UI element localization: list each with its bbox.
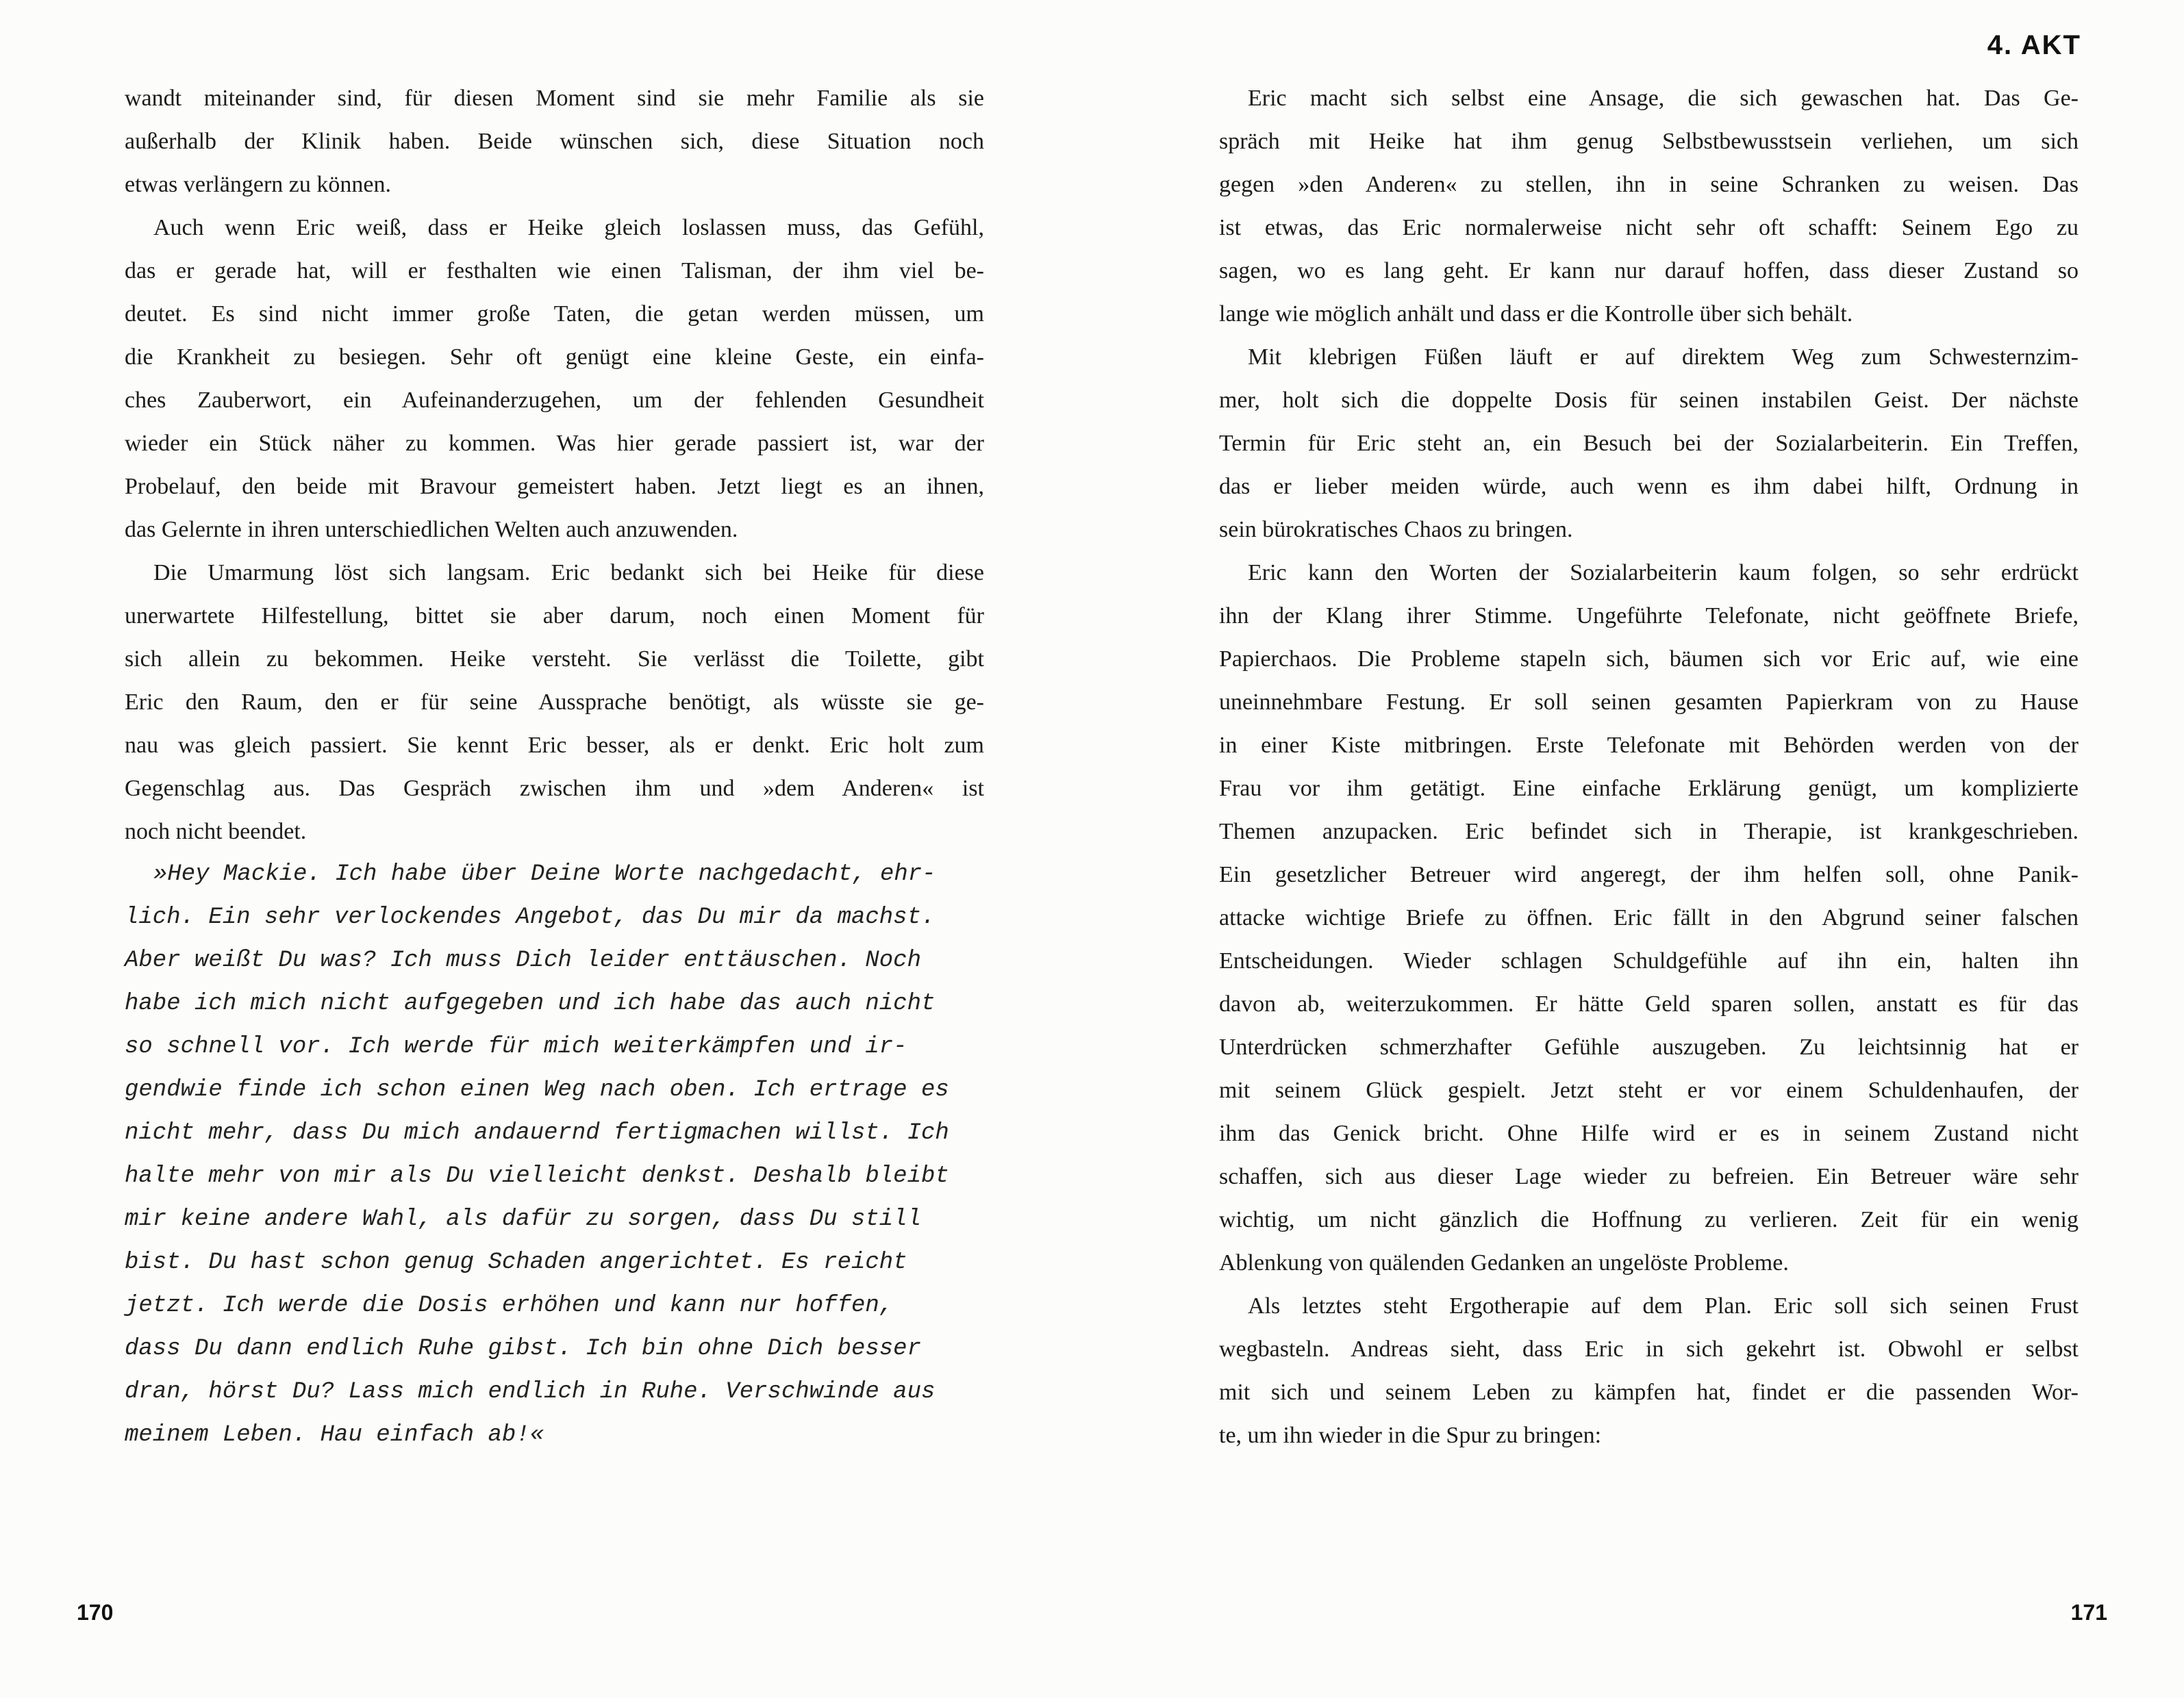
text-line: Gegenschlag aus. Das Gespräch zwischen ihm und »dem Anderen« ist [125, 776, 984, 801]
text-line: Termin für Eric steht an, ein Besuch bei der Sozialarbeiterin. Ein Treffen, [1219, 431, 2079, 456]
text-line: Auch wenn Eric weiß, dass er Heike gleich loslassen muss, das Gefühl, [153, 215, 984, 240]
text-line: so schnell vor. Ich werde für mich weiterkämpfen und ir- [125, 1034, 907, 1060]
text-line: ihn der Klang ihrer Stimme. Ungeführte Telefonate, nicht geöffnete Briefe, [1219, 603, 2079, 629]
text-line: die Krankheit zu besiegen. Sehr oft genügt eine kleine Geste, ein einfa- [125, 344, 984, 370]
text-line: ches Zauberwort, ein Aufeinanderzugehen, um der fehlenden Gesundheit [125, 388, 984, 413]
text-line: Ein gesetzlicher Betreuer wird angeregt, der ihm helfen soll, ohne Panik- [1219, 862, 2079, 887]
text-line: davon ab, weiterzukommen. Er hätte Geld sparen sollen, anstatt es für das [1219, 991, 2079, 1017]
text-line: gendwie finde ich schon einen Weg nach oben. Ich ertrage es [125, 1077, 949, 1103]
text-line: etwas verlängern zu können. [125, 172, 391, 197]
body-paragraph [1219, 1284, 2079, 1457]
text-line: bist. Du hast schon genug Schaden angerichtet. Es reicht [125, 1250, 907, 1276]
text-line: dass Du dann endlich Ruhe gibst. Ich bin ohne Dich besser [125, 1336, 921, 1362]
text-line: Ablenkung von quälenden Gedanken an ungelöste Probleme. [1219, 1250, 1789, 1276]
text-line: noch nicht beendet. [125, 819, 307, 844]
text-line: das er lieber meiden würde, auch wenn es ihm dabei hilft, Ordnung in [1219, 474, 2079, 499]
text-line: Aber weißt Du was? Ich muss Dich leider enttäuschen. Noch [125, 948, 921, 974]
text-line: außerhalb der Klinik haben. Beide wünschen sich, diese Situation noch [125, 129, 984, 154]
text-line: unerwartete Hilfestellung, bittet sie aber darum, noch einen Moment für [125, 603, 984, 629]
text-line: jetzt. Ich werde die Dosis erhöhen und kann nur hoffen, [125, 1293, 894, 1319]
text-line: Probelauf, den beide mit Bravour gemeistert haben. Jetzt liegt es an ihnen, [125, 474, 984, 499]
text-line: das er gerade hat, will er festhalten wie einen Talisman, der ihm viel be- [125, 258, 984, 283]
text-line: wandt miteinander sind, für diesen Moment sind sie mehr Familie als sie [125, 86, 984, 111]
text-line: gegen »den Anderen« zu stellen, ihn in seine Schranken zu weisen. Das [1219, 172, 2079, 197]
body-paragraph [1219, 335, 2079, 551]
text-line: wieder ein Stück näher zu kommen. Was hier gerade passiert ist, war der [125, 431, 984, 456]
body-paragraph [125, 551, 984, 853]
text-line: sein bürokratisches Chaos zu bringen. [1219, 517, 1573, 542]
text-line: Entscheidungen. Wieder schlagen Schuldgefühle auf ihn ein, halten ihn [1219, 948, 2079, 974]
text-line: lange wie möglich anhält und dass er die Kontrolle über sich behält. [1219, 301, 1853, 327]
text-line: ist etwas, das Eric normalerweise nicht sehr oft schafft: Seinem Ego zu [1219, 215, 2079, 240]
text-line: meinem Leben. Hau einfach ab!« [125, 1422, 544, 1448]
text-line: Papierchaos. Die Probleme stapeln sich, bäumen sich vor Eric auf, wie eine [1219, 646, 2079, 672]
text-line: lich. Ein sehr verlockendes Angebot, das Du mir da machst. [125, 904, 936, 930]
body-paragraph [1219, 77, 2079, 335]
typewriter-paragraph [125, 853, 984, 1457]
text-line: dran, hörst Du? Lass mich endlich in Ruhe. Verschwinde aus [125, 1379, 936, 1405]
text-line: halte mehr von mir als Du vielleicht denkst. Deshalb bleibt [125, 1163, 949, 1189]
text-line: mit sich und seinem Leben zu kämpfen hat, findet er die passenden Wor- [1219, 1380, 2079, 1405]
text-line: wichtig, um nicht gänzlich die Hoffnung zu verlieren. Zeit für ein wenig [1219, 1207, 2079, 1232]
text-line: das Gelernte in ihren unterschiedlichen Welten auch anzuwenden. [125, 517, 738, 542]
text-line: Themen anzupacken. Eric befindet sich in Therapie, ist krankgeschrieben. [1219, 819, 2079, 844]
text-line: wegbasteln. Andreas sieht, dass Eric in sich gekehrt ist. Obwohl er selbst [1219, 1336, 2079, 1362]
text-line: nau was gleich passiert. Sie kennt Eric besser, als er denkt. Eric holt zum [125, 733, 984, 758]
page-number-right: 171 [2070, 1600, 2107, 1625]
text-line: Eric macht sich selbst eine Ansage, die sich gewaschen hat. Das Ge- [1248, 86, 2079, 111]
text-line: Eric den Raum, den er für seine Aussprache benötigt, als wüsste sie ge- [125, 689, 984, 715]
text-line: habe ich mich nicht aufgegeben und ich habe das auch nicht [125, 991, 936, 1017]
text-line: Unterdrücken schmerzhafter Gefühle auszugeben. Zu leichtsinnig hat er [1219, 1035, 2079, 1060]
text-line: uneinnehmbare Festung. Er soll seinen gesamten Papierkram von zu Hause [1219, 689, 2079, 715]
text-line: in einer Kiste mitbringen. Erste Telefonate mit Behörden werden von der [1219, 733, 2079, 758]
text-line: sagen, wo es lang geht. Er kann nur darauf hoffen, dass dieser Zustand so [1219, 258, 2079, 283]
left-page-text-block [125, 77, 984, 1457]
text-line: attacke wichtige Briefe zu öffnen. Eric fällt in den Abgrund seiner falschen [1219, 905, 2079, 930]
text-line: Mit klebrigen Füßen läuft er auf direktem Weg zum Schwesternzim- [1248, 344, 2079, 370]
text-line: mit seinem Glück gespielt. Jetzt steht er vor einem Schuldenhaufen, der [1219, 1078, 2079, 1103]
text-line: mir keine andere Wahl, als dafür zu sorgen, dass Du still [125, 1206, 921, 1232]
text-line: schaffen, sich aus dieser Lage wieder zu befreien. Ein Betreuer wäre sehr [1219, 1164, 2079, 1189]
text-line: Als letztes steht Ergotherapie auf dem Plan. Eric soll sich seinen Frust [1248, 1293, 2079, 1319]
text-line: spräch mit Heike hat ihm genug Selbstbewusstsein verliehen, um sich [1219, 129, 2079, 154]
right-page-text-block [1219, 77, 2079, 1457]
body-paragraph [1219, 551, 2079, 1284]
text-line: te, um ihn wieder in die Spur zu bringen: [1219, 1423, 1602, 1448]
text-line: Die Umarmung löst sich langsam. Eric bedankt sich bei Heike für diese [153, 560, 984, 585]
body-paragraph [125, 206, 984, 551]
text-line: sich allein zu bekommen. Heike versteht. Sie verlässt die Toilette, gibt [125, 646, 984, 672]
text-line: mer, holt sich die doppelte Dosis für seinen instabilen Geist. Der nächste [1219, 388, 2079, 413]
page-number-left: 170 [77, 1600, 114, 1625]
body-paragraph [125, 77, 984, 206]
chapter-header: 4. AKT [1987, 30, 2081, 60]
text-line: ihm das Genick bricht. Ohne Hilfe wird er es in seinem Zustand nicht [1219, 1121, 2079, 1146]
text-line: Frau vor ihm getätigt. Eine einfache Erklärung genügt, um komplizierte [1219, 776, 2079, 801]
text-line: nicht mehr, dass Du mich andauernd fertigmachen willst. Ich [125, 1120, 949, 1146]
text-line: deutet. Es sind nicht immer große Taten, die getan werden müssen, um [125, 301, 984, 327]
text-line: »Hey Mackie. Ich habe über Deine Worte nachgedacht, ehr- [153, 861, 936, 887]
text-line: Eric kann den Worten der Sozialarbeiterin kaum folgen, so sehr erdrückt [1248, 560, 2079, 585]
